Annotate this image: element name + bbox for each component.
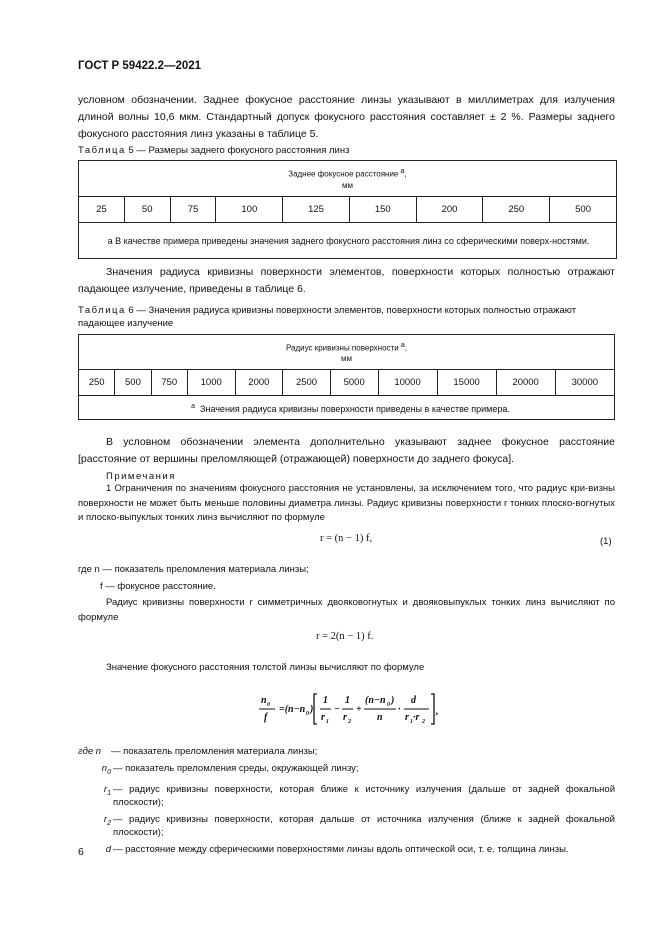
where-n: где n — показатель преломления материала линзы; xyxy=(78,564,309,575)
formula-2: r = 2(n − 1) f. xyxy=(316,631,374,642)
svg-text:0: 0 xyxy=(387,702,390,708)
svg-text:): ) xyxy=(391,695,395,706)
formula-1: r = (n − 1) f, xyxy=(320,533,373,544)
svg-text:+: + xyxy=(356,704,362,715)
table6-cell: 500 xyxy=(115,370,151,396)
svg-text:=(n−n: =(n−n xyxy=(279,704,306,715)
table5-header: Заднее фокусное расстояние $^a$, мм xyxy=(79,161,617,197)
table6-caption xyxy=(78,304,618,330)
svg-text:(n−n: (n−n xyxy=(365,695,386,706)
table5-cell: 500 xyxy=(550,197,617,223)
table6-cell: 2000 xyxy=(235,370,283,396)
list-item: d — расстояние между сферическими поверхностями линзы вдоль оптической оси, т. е. толщина линзы. xyxy=(105,843,569,855)
svg-text:): ) xyxy=(310,704,314,715)
svg-text:r: r xyxy=(321,712,325,723)
list-item: $n_0$ — показатель преломления среды, окружающей линзу; xyxy=(101,763,359,776)
table5-cell: 250 xyxy=(483,197,550,223)
table6-cell: 2500 xyxy=(283,370,331,396)
table6-caption-word: Таблица xyxy=(78,305,126,316)
svg-text:2: 2 xyxy=(348,719,351,725)
svg-text:−: − xyxy=(334,704,341,715)
table6-header: Радиус кривизны поверхности $^a$, мм xyxy=(79,335,615,370)
svg-text:1: 1 xyxy=(410,719,413,725)
where-list xyxy=(78,745,615,856)
note-1: 1 Ограничения по значениям фокусного расстояния не установлены, за исключением того, что радиус кри-визны поверхности не может быть меньше половины диаметра линзы. Радиус кривизны поверхности r тонких плоско-вогнутых и плоско-выпуклых тонких линз вычисляют по формуле xyxy=(78,483,615,523)
where-f: f — фокусное расстояние. xyxy=(100,581,216,592)
table5-caption xyxy=(78,144,618,157)
svg-text:,: , xyxy=(436,706,439,717)
table6-cell: 15000 xyxy=(437,370,496,396)
svg-text:1: 1 xyxy=(345,695,350,706)
table5-cell: 75 xyxy=(170,197,216,223)
formula-1-number: (1) xyxy=(600,536,612,547)
page-number: 6 xyxy=(78,846,84,858)
table5 xyxy=(78,160,617,259)
table6-caption-text: 6 — Значения радиуса кривизны поверхности элементов, поверхности которых полностью отражают падающее излучение xyxy=(78,305,577,329)
svg-text:n: n xyxy=(261,695,267,706)
svg-text:f: f xyxy=(264,712,268,723)
table5-cell: 100 xyxy=(216,197,283,223)
paragraph-2: Значения радиуса кривизны поверхности элементов, поверхности которых полностью отражают падающее излучение, приведены в таблице 6. xyxy=(78,266,615,295)
list-item: $r_1$ — радиус кривизны поверхности, которая ближе к источнику излучения (дальше от задней фокальной плоскости); xyxy=(103,783,615,808)
table5-caption-word: Таблица xyxy=(78,145,126,156)
svg-text:0: 0 xyxy=(267,702,270,708)
table6-cell: 1000 xyxy=(187,370,235,396)
svg-text:·r: ·r xyxy=(413,712,420,723)
table5-cell: 200 xyxy=(416,197,483,223)
table6-values-row xyxy=(79,370,615,396)
table5-cell: 50 xyxy=(124,197,170,223)
svg-text:d: d xyxy=(411,695,416,706)
svg-text:r: r xyxy=(405,712,409,723)
table6-footnote: $^a$ Значения радиуса кривизны поверхности приведены в качестве примера. xyxy=(79,396,615,420)
document-header: ГОСТ Р 59422.2—2021 xyxy=(78,60,202,72)
note-2: Радиус кривизны поверхности r симметричных двояковогнутых и двояковыпуклых тонких линз вычисляют по формуле xyxy=(78,597,615,623)
table6 xyxy=(78,334,615,420)
svg-text:r: r xyxy=(343,712,347,723)
svg-text:1: 1 xyxy=(323,695,328,706)
thick-lens-formula xyxy=(255,688,445,730)
paragraph-3: В условном обозначении элемента дополнительно указывают заднее фокусное расстояние [расстояние от вершины преломляющей (отражающей) поверхности до заднего фокуса]. xyxy=(78,436,615,465)
list-item: $r_2$ — радиус кривизны поверхности, которая дальше от источника излучения (ближе к задней фокальной плоскости); xyxy=(103,813,615,838)
table6-cell: 750 xyxy=(151,370,187,396)
table5-cell: 25 xyxy=(79,197,125,223)
note-3: Значение фокусного расстояния толстой линзы вычисляют по формуле xyxy=(106,662,425,673)
table5-values-row xyxy=(79,197,617,223)
svg-text:·: · xyxy=(398,704,401,715)
table5-caption-text: 5 — Размеры заднего фокусного расстояния линз xyxy=(128,145,350,156)
paragraph-1: условном обозначении. Заднее фокусное расстояние линзы указывают в миллиметрах для излучения длиной волны 10,6 мкм. Стандартный допуск фокусного расстояния составляет ± 2 %. Размеры заднего фокусного расстояния линз указаны в таблице 5. xyxy=(78,94,615,140)
table6-cell: 30000 xyxy=(555,370,614,396)
table6-cell: 10000 xyxy=(378,370,437,396)
table6-cell: 5000 xyxy=(330,370,378,396)
svg-text:1: 1 xyxy=(326,719,329,725)
table6-cell: 20000 xyxy=(496,370,555,396)
table6-cell: 250 xyxy=(79,370,115,396)
table5-footnote: а В качестве примера приведены значения заднего фокусного расстояния линз со сферическими поверх-ностями. xyxy=(79,223,617,259)
svg-text:0: 0 xyxy=(306,711,309,717)
svg-text:2: 2 xyxy=(422,719,425,725)
notes-title: Примечания xyxy=(106,471,176,482)
list-item: где n — показатель преломления материала линзы; xyxy=(78,746,318,757)
svg-text:n: n xyxy=(377,712,383,723)
table5-cell: 125 xyxy=(283,197,350,223)
table5-cell: 150 xyxy=(349,197,416,223)
